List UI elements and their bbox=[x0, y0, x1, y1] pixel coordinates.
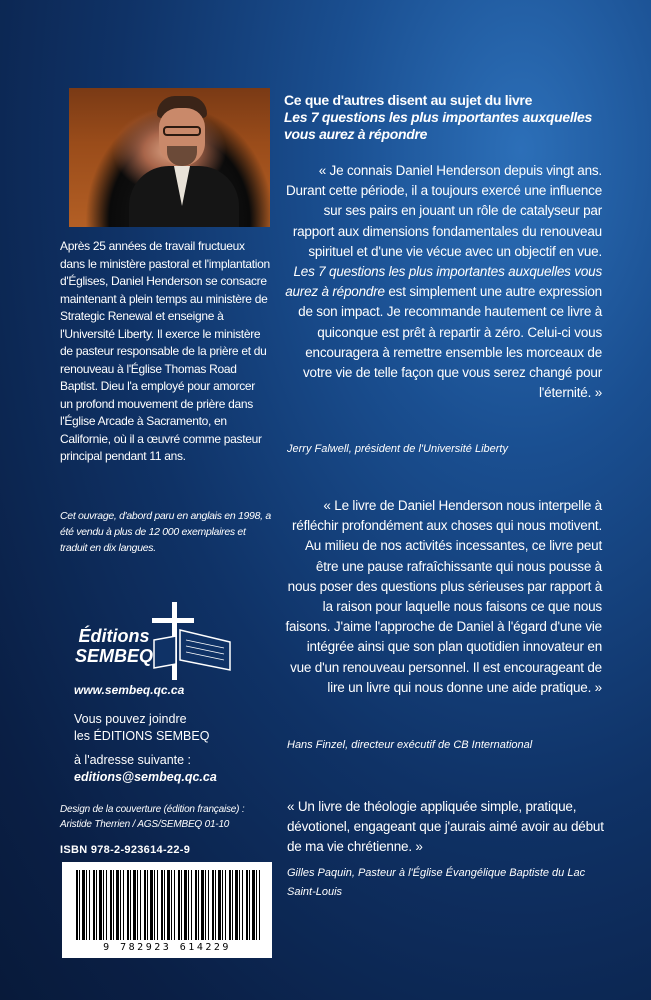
contact-email[interactable]: editions@sembeq.qc.ca bbox=[74, 770, 217, 784]
author-2-name: Hans Finzel, bbox=[287, 739, 349, 751]
quote-2-author bbox=[287, 738, 617, 752]
quote-3: « Un livre de théologie appliquée simple, pratique, dévotionel, engageant que j'aurais aimé avoir au début de ma vie chrétienne. » bbox=[287, 799, 604, 855]
author-3-name: Gilles Paquin, bbox=[287, 867, 355, 879]
design-credit bbox=[60, 802, 280, 832]
quote-1 bbox=[284, 161, 602, 403]
author-3-title: Pasteur à l'Église Évangélique Baptiste du Lac Saint-Louis bbox=[287, 867, 586, 898]
join-line-2: les ÉDITIONS SEMBEQ bbox=[74, 729, 210, 743]
heading-title: Ce que d'autres disent au sujet du livre bbox=[284, 92, 533, 108]
quote-1-part-a: « Je connais Daniel Henderson depuis vingt ans. Durant cette période, il a toujours exercé une influence sur ses pairs en jouant un rôle de catalyseur par rapport aux dimensions fondamentales du renouveau spirituel et d'une vie vécue avec un objectif en vue. bbox=[286, 163, 602, 259]
barcode bbox=[62, 862, 272, 958]
quote-2: « Le livre de Daniel Henderson nous interpelle à réfléchir profondément aux choses qui nous motivent. Au milieu de nos activités incessantes, ce livre peut être une pause rafraîchissante qui nous pousse à nous poser des questions plus sérieuses par rapport à la raison pour laquelle nous faisons ce que nous faisons. J'aime l'approche de Daniel à l'égard d'une vie intégrée ainsi que son plan quotidien innovateur en vue d'un renouveau personnel. Il est encourageant de lire un livre qui nous donne une aide pratique. » bbox=[285, 498, 602, 695]
join-line-1: Vous pouvez joindre bbox=[74, 712, 187, 726]
quote-1-author bbox=[287, 442, 617, 456]
author-1-title: président de l'Université Liberty bbox=[354, 443, 508, 455]
publication-note: Cet ouvrage, d'abord paru en anglais en 1998, a été vendu à plus de 12 000 exemplaires et traduit en dix langues. bbox=[60, 510, 271, 554]
publisher-url[interactable]: www.sembeq.qc.ca bbox=[74, 683, 185, 697]
quote-1-book-title: Les 7 questions les plus importantes auxquelles vous aurez à répondre bbox=[285, 264, 602, 300]
contact-intro bbox=[74, 711, 274, 745]
publisher-logo bbox=[64, 600, 234, 696]
quote-1-part-b: est simplement une autre expression de son impact. Je recommande hautement ce livre à quiconque est prêt à repartir à zéro. Celui-ci vous encouragera à remettre ensemble les morceaux de votre vie de telle façon que vous serez changé pour l'éternité. » bbox=[298, 284, 602, 401]
endorsements-heading bbox=[284, 92, 614, 143]
logo-name: Éditions bbox=[78, 626, 150, 646]
barcode-bars bbox=[76, 870, 260, 940]
author-photo bbox=[69, 88, 270, 227]
author-2-title: directeur exécutif de CB International bbox=[351, 739, 533, 751]
author-bio: Après 25 années de travail fructueux dans le ministère pastoral et l'implantation d'Églises, Daniel Henderson se consacre maintenant à plein temps au ministère de Strategic Renewal et enseigne à l'Université Liberty. Il exerce le ministère de pasteur responsable de la prière et du renouveau à l'Église Thomas Road Baptist. Dieu l'a employé pour amorcer un profond mouvement de prière dans l'Église Arcade à Sacramento, en Californie, où il a œuvré comme pasteur principal pendant 11 ans. bbox=[60, 239, 270, 463]
isbn: ISBN 978-2-923614-22-9 bbox=[60, 844, 191, 856]
address-line: à l'adresse suivante : bbox=[74, 753, 192, 767]
author-1-name: Jerry Falwell, bbox=[287, 443, 352, 455]
barcode-digits: 9 782923 614229 bbox=[103, 942, 231, 953]
quote-3-author bbox=[287, 864, 607, 902]
design-line-1: Design de la couverture (édition française) : bbox=[60, 804, 245, 815]
heading-book-title: Les 7 questions les plus importantes auxquelles vous aurez à répondre bbox=[284, 109, 592, 142]
logo-subtitle: SEMBEQ bbox=[74, 646, 153, 666]
contact-address bbox=[74, 752, 274, 786]
design-line-2: Aristide Therrien / AGS/SEMBEQ 01-10 bbox=[60, 819, 230, 830]
